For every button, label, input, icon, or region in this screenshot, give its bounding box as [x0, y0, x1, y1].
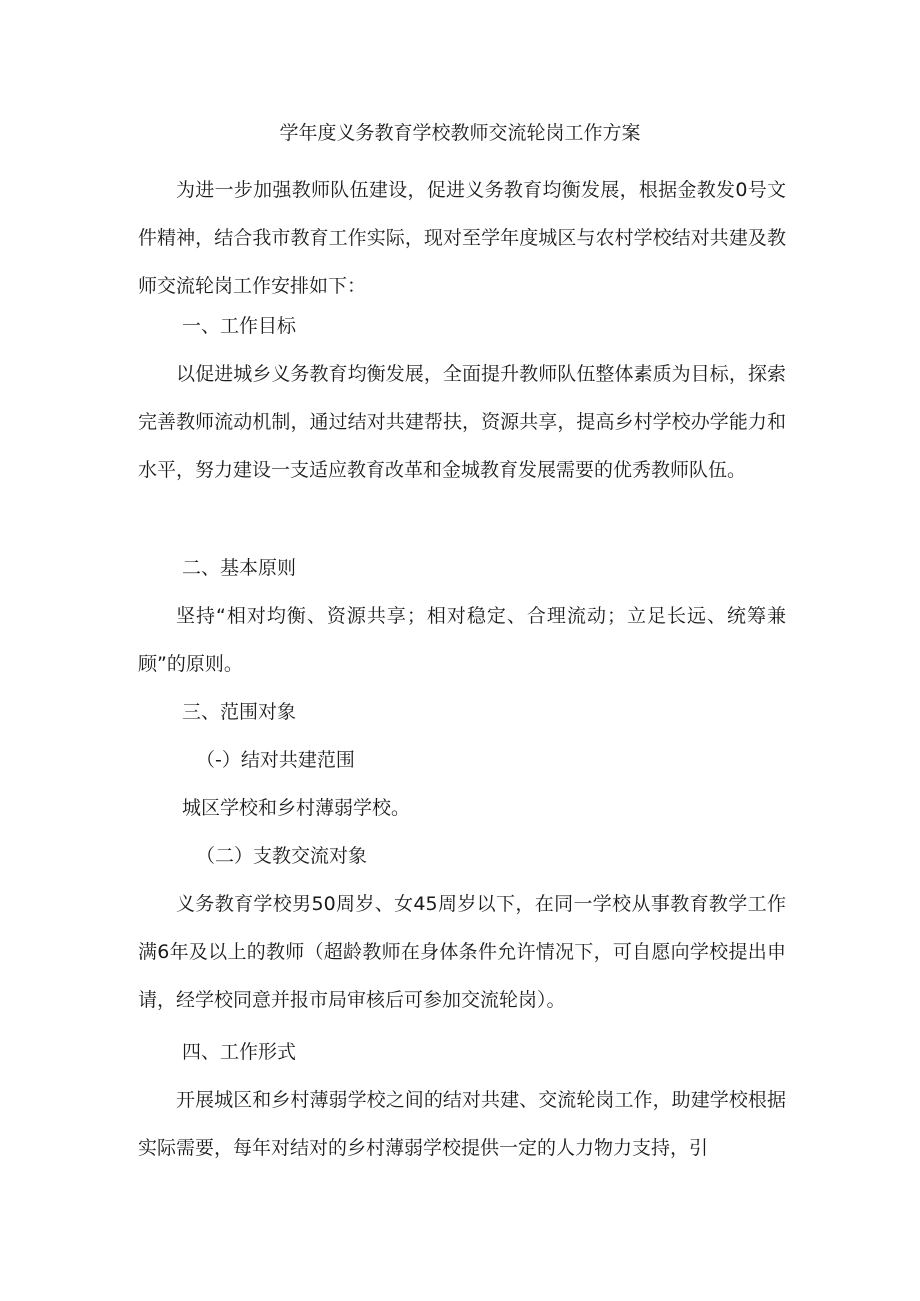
section-heading-principles: 二、基本原则	[182, 557, 297, 579]
exchange-targets-body: 义务教育学校男50周岁、女45周岁以下，在同一学校从事教育教学工作满6年及以上的教师（超龄教师在身体条件允许情况下，可自愿向学校提出申请，经学校同意并报市局审核后可参加交流轮岗）。	[138, 893, 786, 1011]
subheading-pairing-scope: （-）结对共建范围	[196, 749, 355, 771]
pairing-scope-body: 城区学校和乡村薄弱学校。	[182, 797, 411, 819]
section-heading-format: 四、工作形式	[182, 1041, 297, 1063]
section-body-format: 开展城区和乡村薄弱学校之间的结对共建、交流轮岗工作，助建学校根据实际需要，每年对结对的乡村薄弱学校提供一定的人力物力支持，引	[138, 1089, 786, 1159]
intro-paragraph: 为进一步加强教师队伍建设，促进义务教育均衡发展，根据金教发0号文件精神，结合我市教育工作实际，现对至学年度城区与农村学校结对共建及教师交流轮岗工作安排如下：	[138, 179, 786, 297]
subheading-exchange-targets: （二）支教交流对象	[196, 845, 368, 867]
section-heading-scope: 三、范围对象	[182, 701, 297, 723]
section-body-goals: 以促进城乡义务教育均衡发展，全面提升教师队伍整体素质为目标，探索完善教师流动机制，通过结对共建帮扶，资源共享，提高乡村学校办学能力和水平，努力建设一支适应教育改革和金城教育发展需要的优秀教师队伍。	[138, 363, 786, 481]
document-title: 学年度义务教育学校教师交流轮岗工作方案	[279, 122, 641, 144]
section-body-principles: 坚持“相对均衡、资源共享；相对稳定、合理流动；立足长远、统筹兼顾”的原则。	[138, 605, 786, 675]
section-heading-goals: 一、工作目标	[182, 315, 297, 337]
